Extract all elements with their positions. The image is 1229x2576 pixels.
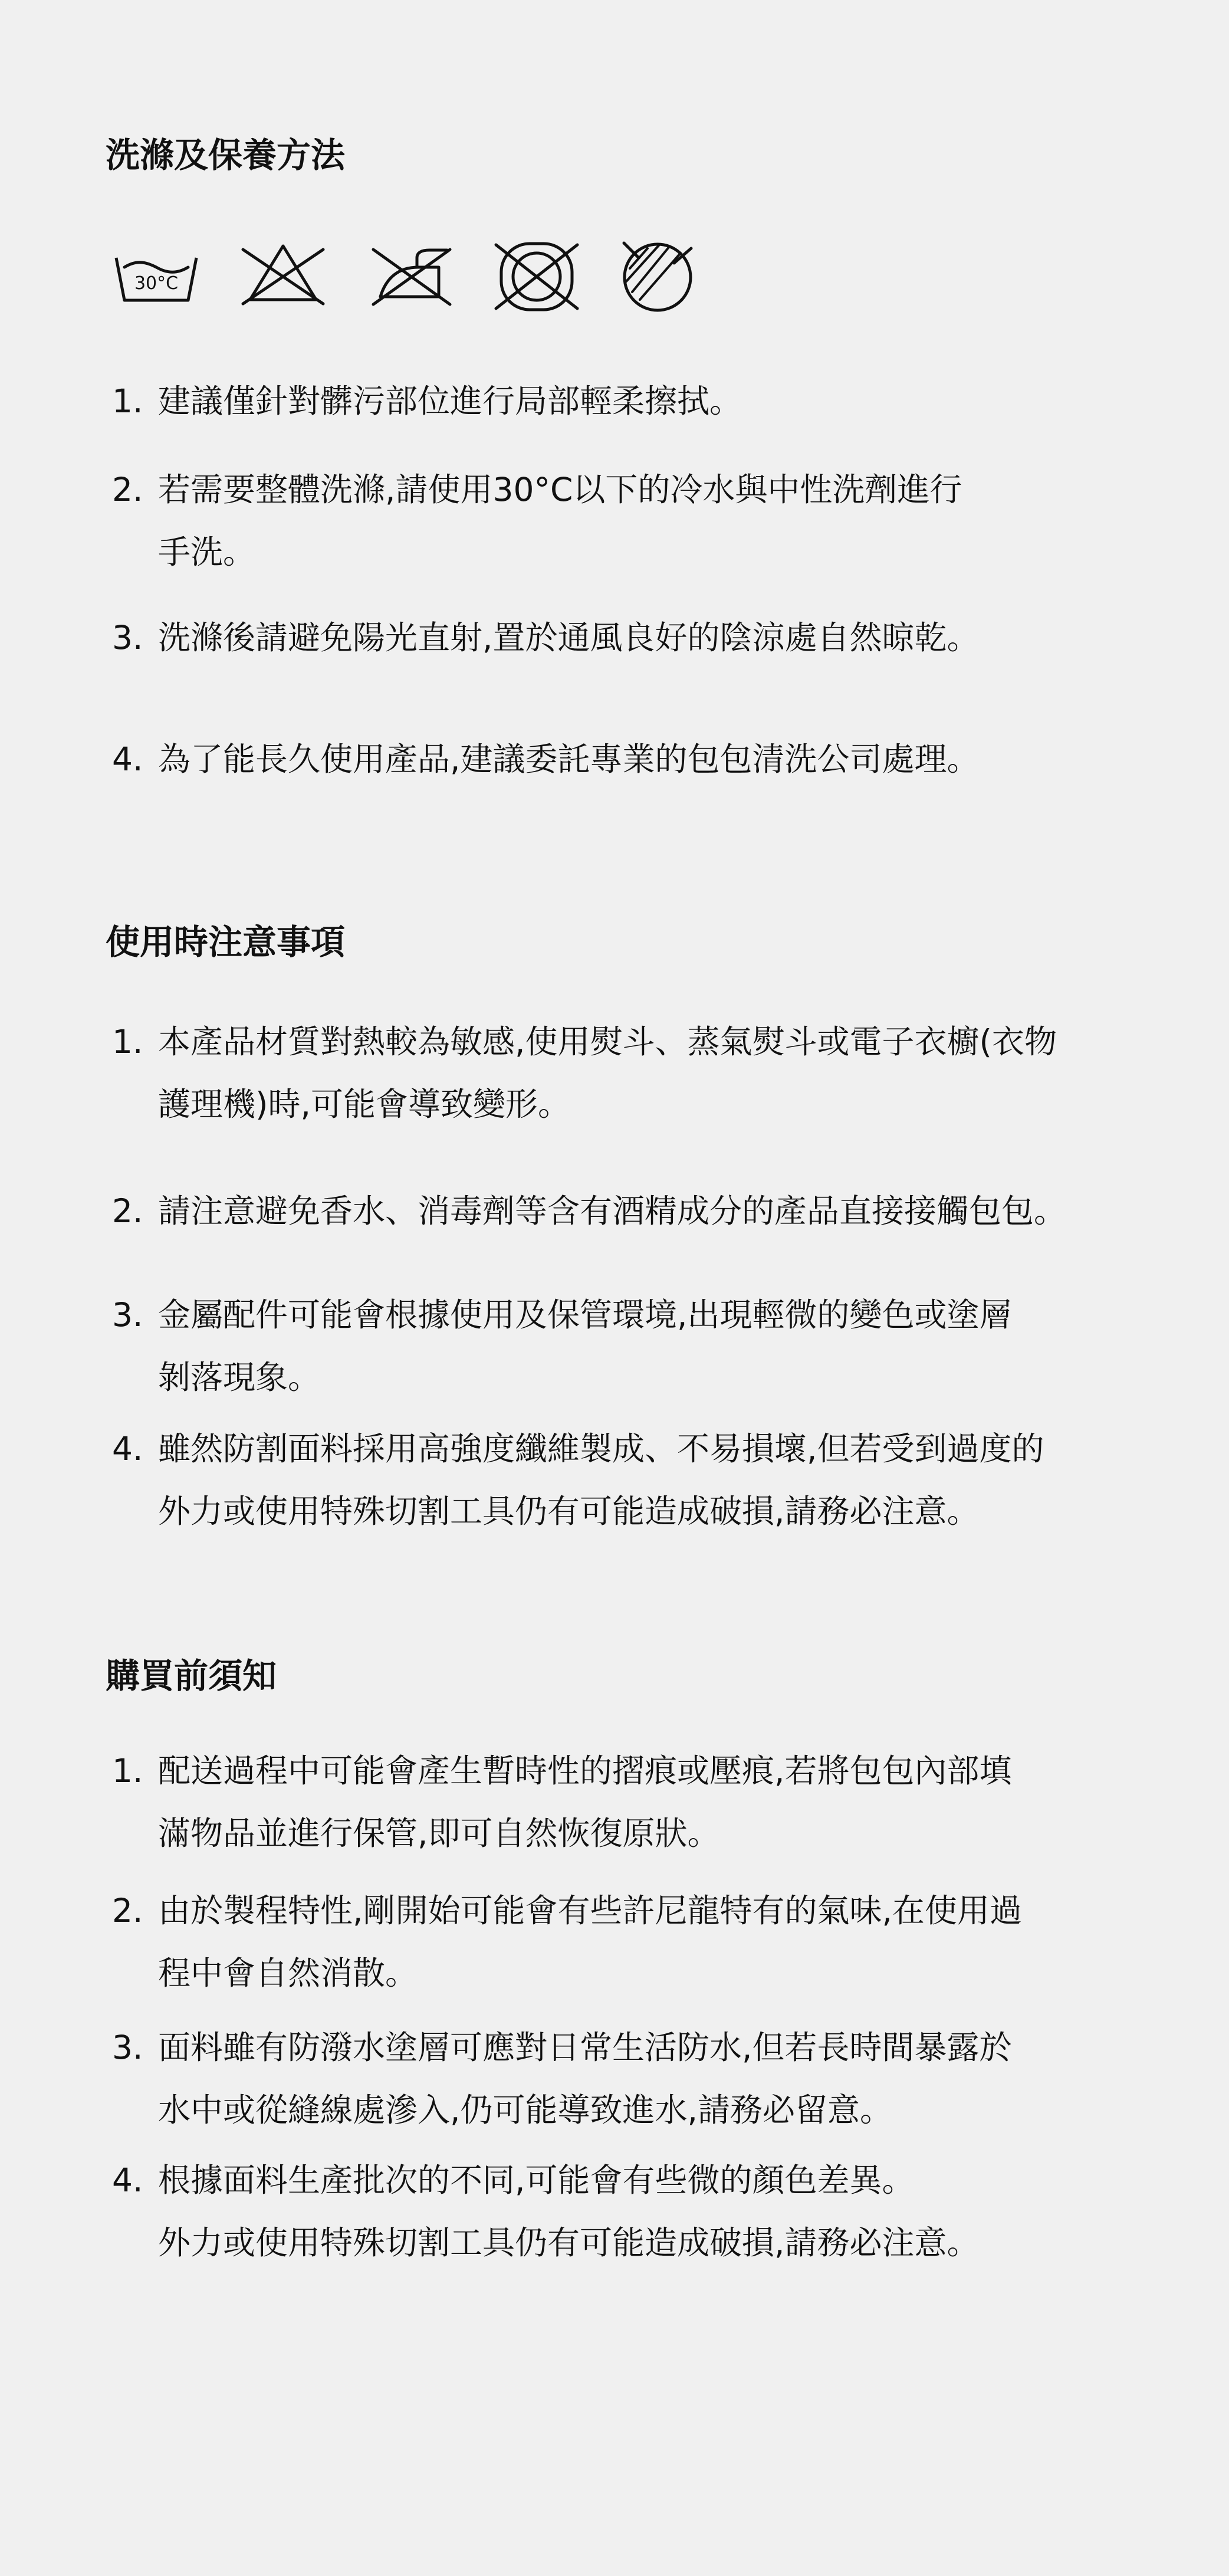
list-item — [112, 370, 1126, 432]
section-title-before-purchase: 購買前須知 — [106, 1656, 277, 1696]
list-item-number: 1. — [112, 1023, 143, 1061]
list-item-number: 1. — [112, 1752, 143, 1790]
list-item-text: 本產品材質對熱較為敏感,使用熨斗、蒸氣熨斗或電子衣櫥(衣物 護理機)時,可能會導致變形。 — [158, 1023, 1057, 1123]
list-item-number: 4. — [112, 1430, 143, 1468]
care-icon-row — [112, 233, 702, 321]
list-item-number: 1. — [112, 382, 143, 420]
list-item-text: 根據面料生產批次的不同,可能會有些微的顏色差異。 外力或使用特殊切割工具仍有可能造成破損,請務必注意。 — [158, 2161, 980, 2262]
list-item — [112, 1879, 1126, 2004]
wash-temperature-label: 30°C — [134, 273, 179, 294]
list-item-number: 3. — [112, 1296, 143, 1334]
do-not-tumble-dry-icon — [492, 233, 581, 321]
list-item-number: 2. — [112, 1192, 143, 1230]
list-item-number: 4. — [112, 740, 143, 778]
list-item-text: 洗滌後請避免陽光直射,置於通風良好的陰涼處自然晾乾。 — [158, 619, 980, 657]
list-item — [112, 728, 1126, 790]
list-item-text: 為了能長久使用產品,建議委託專業的包包清洗公司處理。 — [158, 740, 980, 778]
list-item — [112, 458, 1126, 583]
section-title-care: 洗滌及保養方法 — [106, 135, 346, 175]
do-not-iron-icon — [366, 233, 454, 321]
section-title-usage: 使用時注意事項 — [106, 922, 346, 962]
dry-in-shade-icon — [613, 233, 702, 321]
list-item-text: 若需要整體洗滌,請使用30°C以下的冷水與中性洗劑進行 手洗。 — [158, 471, 962, 571]
list-item-number: 3. — [112, 2029, 143, 2066]
list-item-text: 面料雖有防潑水塗層可應對日常生活防水,但若長時間暴露於 水中或從縫線處滲入,仍可能導致進水,請務必留意。 — [158, 2029, 1012, 2129]
list-item — [112, 1740, 1126, 1865]
list-item-number: 3. — [112, 619, 143, 657]
wash-30c-icon — [112, 233, 201, 321]
list-item-number: 2. — [112, 471, 143, 508]
list-item-text: 配送過程中可能會產生暫時性的摺痕或壓痕,若將包包內部填 滿物品並進行保管,即可自然恢復原狀。 — [158, 1752, 1012, 1852]
list-item — [112, 1180, 1126, 1242]
list-item-number: 4. — [112, 2161, 143, 2199]
list-item — [112, 1284, 1126, 1409]
list-item-text: 建議僅針對髒污部位進行局部輕柔擦拭。 — [158, 382, 742, 420]
list-item — [112, 2016, 1126, 2141]
list-item-text: 金屬配件可能會根據使用及保管環境,出現輕微的變色或塗層 剝落現象。 — [158, 1296, 1012, 1396]
list-item-number: 2. — [112, 1892, 143, 1929]
list-item — [112, 1417, 1126, 1543]
list-item-text: 雖然防割面料採用高強度纖維製成、不易損壞,但若受到過度的 外力或使用特殊切割工具仍有可能造成破損,請務必注意。 — [158, 1430, 1044, 1530]
list-item-text: 由於製程特性,剛開始可能會有些許尼龍特有的氣味,在使用過 程中會自然消散。 — [158, 1892, 1022, 1992]
do-not-bleach-icon — [239, 233, 327, 321]
list-item-text: 請注意避免香水、消毒劑等含有酒精成分的產品直接接觸包包。 — [158, 1192, 1067, 1230]
list-item — [112, 1010, 1126, 1136]
list-item — [112, 2149, 1126, 2274]
list-item — [112, 606, 1126, 669]
